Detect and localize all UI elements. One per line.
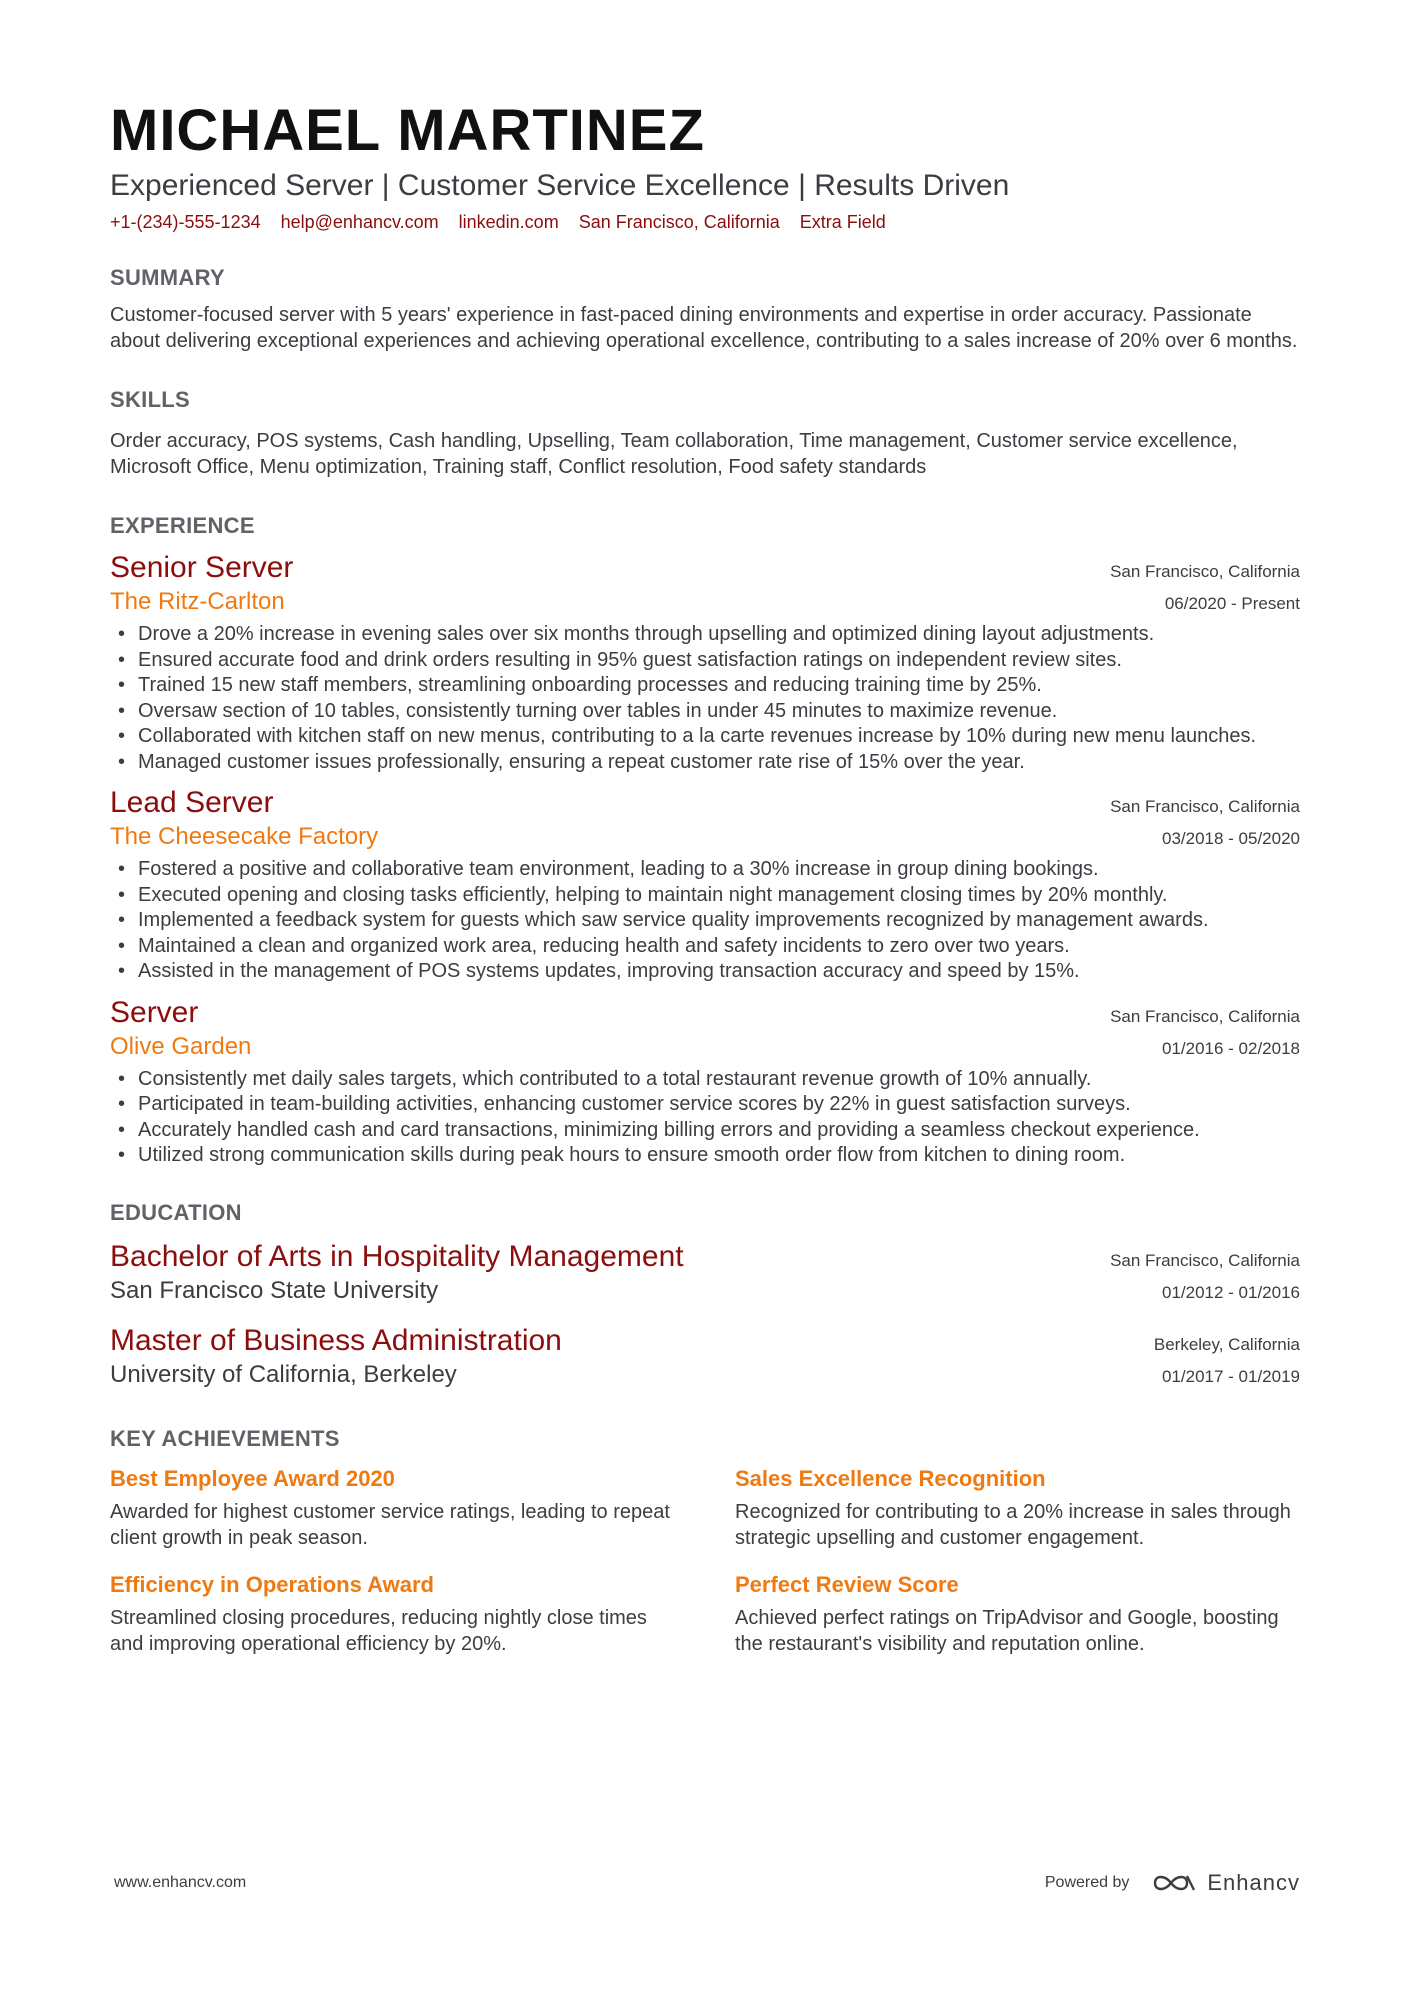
job-dates: 01/2016 - 02/2018 [1161, 1038, 1300, 1058]
achievement-text: Streamlined closing procedures, reducing nightly close times and improving operational efficiency by 20%. [110, 1606, 647, 1655]
job-location: San Francisco, California [1110, 562, 1300, 581]
achievement-title: Sales Excellence Recognition [735, 1465, 1046, 1491]
degree-title: Master of Business Administration [110, 1323, 562, 1357]
education-dates: 01/2012 - 01/2016 [1161, 1282, 1300, 1302]
job-title: Server [110, 995, 199, 1029]
skills-text: Order accuracy, POS systems, Cash handling, Upselling, Team collaboration, Time management, Customer service excellence, Microsoft Office, Menu optimization, Training staff, Conflict resolution, Food safety standards [110, 430, 1238, 478]
education-location: Berkeley, California [1153, 1334, 1300, 1354]
phone-contact[interactable]: +1-(234)-555-1234 [110, 212, 261, 232]
education-dates: 01/2017 - 01/2019 [1161, 1366, 1300, 1386]
job-bullets [110, 622, 1300, 775]
candidate-name: MICHAEL MARTINEZ [110, 98, 705, 163]
summary-heading: SUMMARY [110, 265, 225, 290]
education-entry [110, 1323, 1300, 1391]
bullet-item: • Drove a 20% increase in evening sales over six months through upselling and optimized dining layout adjustments. [138, 622, 1300, 648]
bullet-item: • Trained 15 new staff members, streamlining onboarding processes and reducing training time by 25%. [138, 673, 1300, 699]
achievement-item [110, 1465, 675, 1551]
school-name: University of California, Berkeley [110, 1360, 457, 1388]
experience-entry [110, 995, 1300, 1169]
powered-by-label: Powered by [1044, 1874, 1130, 1891]
enhancv-logo[interactable] [1151, 1870, 1300, 1896]
achievement-text: Awarded for highest customer service ratings, leading to repeat client growth in peak season. [110, 1500, 670, 1549]
job-title: Lead Server [110, 786, 274, 819]
company-name: The Ritz-Carlton [110, 588, 285, 615]
school-name: San Francisco State University [110, 1276, 439, 1304]
degree-title: Bachelor of Arts in Hospitality Management [110, 1239, 684, 1273]
education-heading: EDUCATION [110, 1199, 242, 1225]
bullet-item: • Ensured accurate food and drink orders resulting in 95% guest satisfaction ratings on independent review sites. [138, 648, 1300, 674]
email-contact[interactable]: help@enhancv.com [280, 212, 439, 232]
experience-heading: EXPERIENCE [110, 513, 255, 538]
education-location: San Francisco, California [1110, 1250, 1300, 1270]
linkedin-contact[interactable]: linkedin.com [458, 212, 559, 232]
brand-name: Enhancv [1207, 1870, 1300, 1895]
job-dates: 03/2018 - 05/2020 [1161, 829, 1300, 848]
bullet-item: • Fostered a positive and collaborative team environment, leading to a 30% increase in group dining bookings. [138, 857, 1300, 883]
achievement-title: Best Employee Award 2020 [110, 1465, 395, 1491]
headline: Experienced Server | Customer Service Excellence | Results Driven [110, 169, 1010, 202]
experience-entry [110, 785, 1300, 985]
bullet-item: • Utilized strong communication skills during peak hours to ensure smooth order flow from kitchen to dining room. [138, 1143, 1300, 1169]
bullet-item: • Collaborated with kitchen staff on new menus, contributing to a la carte revenues increase by 10% during new menu launches. [138, 724, 1300, 750]
enhancv-logo-icon [1151, 1871, 1197, 1895]
bullet-item: • Managed customer issues professionally, ensuring a repeat customer rate rise of 15% over the year. [138, 750, 1300, 776]
skills-heading: SKILLS [110, 387, 191, 412]
job-title: Senior Server [110, 551, 294, 584]
bullet-item: • Accurately handled cash and card transactions, minimizing billing errors and providing a seamless checkout experience. [138, 1118, 1300, 1144]
education-entry [110, 1239, 1300, 1307]
page-footer [114, 1870, 1300, 1896]
job-bullets [110, 857, 1300, 985]
achievement-title: Perfect Review Score [735, 1571, 959, 1597]
bullet-item: • Oversaw section of 10 tables, consistently turning over tables in under 45 minutes to maximize revenue. [138, 699, 1300, 725]
powered-by [1045, 1870, 1300, 1896]
bullet-item: • Assisted in the management of POS systems updates, improving transaction accuracy and speed by 15%. [138, 959, 1300, 985]
job-dates: 06/2020 - Present [1164, 594, 1300, 613]
achievement-item [110, 1571, 675, 1657]
job-bullets [110, 1067, 1300, 1169]
achievement-item [735, 1465, 1300, 1551]
achievements-grid [110, 1465, 1300, 1657]
achievement-title: Efficiency in Operations Award [110, 1571, 434, 1597]
job-location: San Francisco, California [1110, 797, 1300, 816]
achievement-text: Achieved perfect ratings on TripAdvisor and Google, boosting the restaurant's visibility and reputation online. [735, 1606, 1279, 1655]
experience-entry [110, 550, 1300, 775]
bullet-item: • Participated in team-building activities, enhancing customer service scores by 22% in guest satisfaction surveys. [138, 1092, 1300, 1118]
achievements-heading: KEY ACHIEVEMENTS [110, 1425, 340, 1451]
job-location: San Francisco, California [1110, 1006, 1300, 1026]
company-name: Olive Garden [110, 1032, 252, 1060]
achievement-item [735, 1571, 1300, 1657]
achievement-text: Recognized for contributing to a 20% increase in sales through strategic upselling and customer engagement. [735, 1500, 1291, 1549]
bullet-item: • Implemented a feedback system for guests which saw service quality improvements recognized by management awards. [138, 908, 1300, 934]
summary-text: Customer-focused server with 5 years' experience in fast-paced dining environments and expertise in order accuracy. Passionate about delivering exceptional experiences and achieving operational excellence, contributing to a sales increase of 20% over 6 months. [110, 304, 1298, 352]
extra-field-contact: Extra Field [799, 212, 886, 232]
location-contact: San Francisco, California [578, 212, 780, 232]
company-name: The Cheesecake Factory [110, 823, 379, 850]
bullet-item: • Consistently met daily sales targets, which contributed to a total restaurant revenue growth of 10% annually. [138, 1067, 1300, 1093]
contact-bar [110, 210, 1300, 234]
footer-url[interactable]: www.enhancv.com [114, 1874, 247, 1891]
bullet-item: • Maintained a clean and organized work area, reducing health and safety incidents to zero over two years. [138, 934, 1300, 960]
bullet-item: • Executed opening and closing tasks efficiently, helping to maintain night management closing times by 20% monthly. [138, 883, 1300, 909]
